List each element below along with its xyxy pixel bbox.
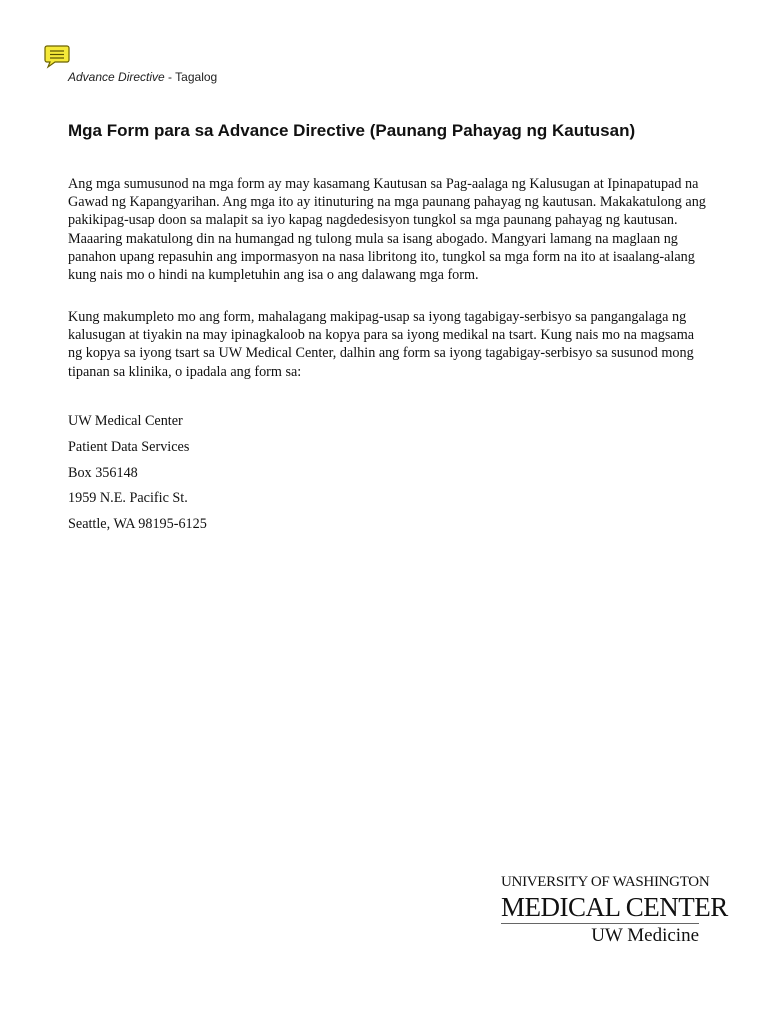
uw-medical-center-logo xyxy=(501,872,728,947)
instructions-paragraph: Kung makumpleto mo ang form, mahalagang makipag-usap sa iyong tagabigay-serbisyo sa pangangalaga ng kalusugan at tiyakin na may ipinagkaloob na kopya para sa iyong medikal na tsart. Kung nais mo na magsama ng kopya sa iyong tsart sa UW Medical Center, dalhin ang form sa iyong tagabigay-serbisyo sa susunod mong tipanan sa klinika, o ipadala ang form sa: xyxy=(68,309,695,380)
address-line: Patient Data Services xyxy=(68,438,190,455)
document-language: Tagalog xyxy=(175,70,218,84)
address-line: Box 356148 xyxy=(68,464,138,481)
logo-divider xyxy=(501,923,699,924)
address-line: UW Medical Center xyxy=(68,413,183,429)
logo-medical-center: MEDICAL CENTER xyxy=(501,892,728,922)
address-line: 1959 N.E. Pacific St. xyxy=(68,490,188,507)
note-comment-icon[interactable] xyxy=(44,45,70,69)
document-name: Advance Directive xyxy=(68,70,165,84)
document-header xyxy=(68,70,217,84)
header-separator: - xyxy=(164,70,176,84)
mailing-address xyxy=(68,412,207,541)
logo-uw-medicine: UW Medicine xyxy=(591,925,699,946)
logo-university: UNIVERSITY OF WASHINGTON xyxy=(501,874,710,890)
page-title: Mga Form para sa Advance Directive (Paunang Pahayag ng Kautusan) xyxy=(68,121,636,140)
address-line: Seattle, WA 98195-6125 xyxy=(68,516,207,533)
intro-paragraph: Ang mga sumusunod na mga form ay may kasamang Kautusan sa Pag-aalaga ng Kalusugan at Ipinapatupad na Gawad ng Kapangyarihan. Ang mga ito ay itinuturing na mga paunang pahayag ng kautusan. Makakatulong ang pakikipag-usap doon sa malapit sa iyo kapag nagdedesisyon tungkol sa mga paunang pahayag ng kautusan. Maaaring makatulong din na humangad ng tulong mula sa isang abogado. Mangyari lamang na maglaan ng panahon upang repasuhin ang impormasyon na nasa libritong ito, tungkol sa mga form na ito at isaalang-alang kung nais mo o hindi na kumpletuhin ang isa o ang dalawang mga form. xyxy=(68,176,706,284)
